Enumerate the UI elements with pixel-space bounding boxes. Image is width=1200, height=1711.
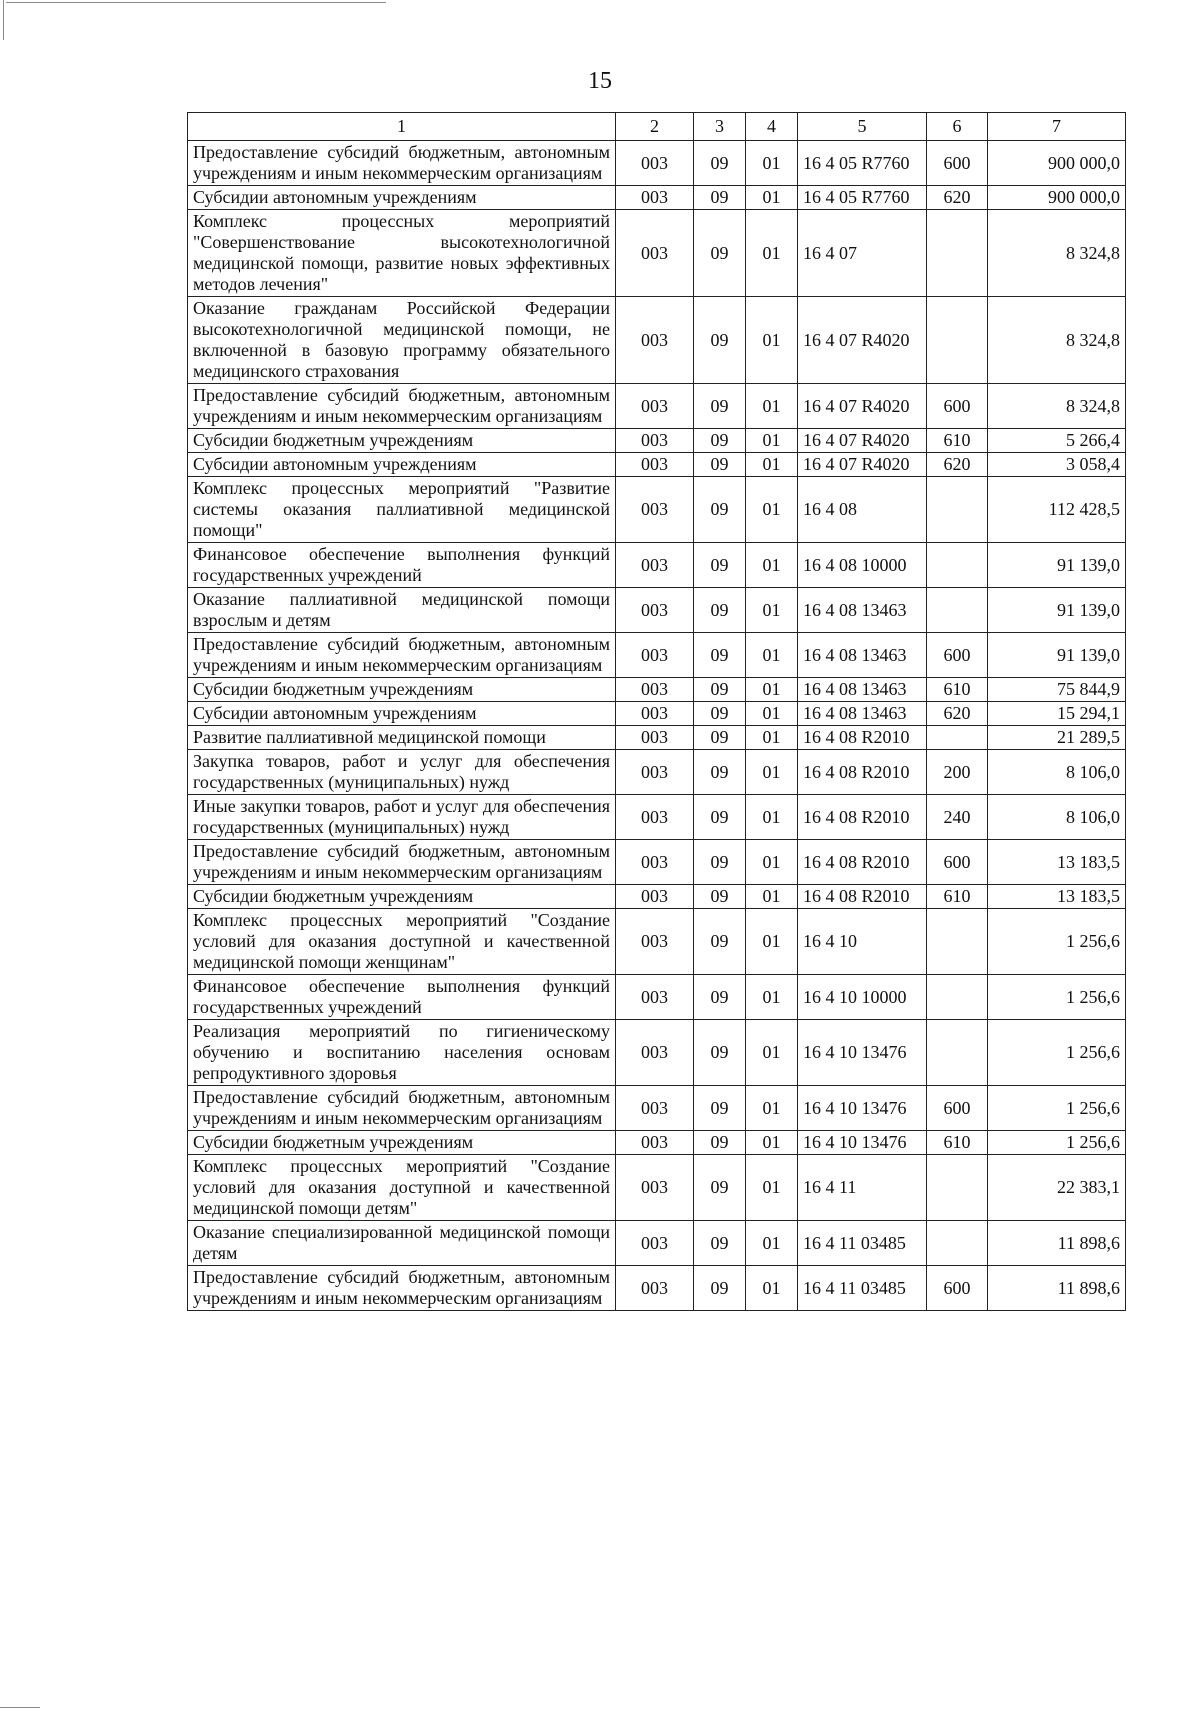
target-item-code-cell: 16 4 10 13476 [798,1020,927,1086]
row-name-cell: Субсидии бюджетным учреждениям [188,1131,616,1155]
table-row [188,909,1126,975]
subsection-code-cell: 01 [746,186,798,210]
section-code-cell: 09 [694,1086,746,1131]
table-row [188,477,1126,543]
amount-cell: 11 898,6 [988,1266,1126,1311]
row-name-cell: Оказание специализированной медицинской помощи детям [188,1221,616,1266]
subsection-code-cell: 01 [746,210,798,297]
expense-type-code-cell: 600 [927,384,988,429]
table-row [188,1086,1126,1131]
target-item-code-cell: 16 4 08 [798,477,927,543]
row-name-cell: Субсидии бюджетным учреждениям [188,678,616,702]
table-row [188,633,1126,678]
subsection-code-cell: 01 [746,1266,798,1311]
subsection-code-cell: 01 [746,1020,798,1086]
target-item-code-cell: 16 4 08 13463 [798,678,927,702]
table-row [188,543,1126,588]
subsection-code-cell: 01 [746,750,798,795]
section-code-cell: 09 [694,975,746,1020]
grbs-code-cell: 003 [616,210,694,297]
row-name-cell: Иные закупки товаров, работ и услуг для обеспечения государственных (муниципальных) нужд [188,795,616,840]
grbs-code-cell: 003 [616,588,694,633]
target-item-code-cell: 16 4 08 13463 [798,588,927,633]
expense-type-code-cell [927,297,988,384]
table-row [188,186,1126,210]
target-item-code-cell: 16 4 10 13476 [798,1086,927,1131]
grbs-code-cell: 003 [616,702,694,726]
row-name-cell: Оказание паллиативной медицинской помощи взрослым и детям [188,588,616,633]
section-code-cell: 09 [694,210,746,297]
target-item-code-cell: 16 4 11 03485 [798,1266,927,1311]
subsection-code-cell: 01 [746,795,798,840]
subsection-code-cell: 01 [746,678,798,702]
subsection-code-cell: 01 [746,1221,798,1266]
amount-cell: 900 000,0 [988,186,1126,210]
subsection-code-cell: 01 [746,429,798,453]
expense-type-code-cell: 610 [927,678,988,702]
target-item-code-cell: 16 4 11 03485 [798,1221,927,1266]
section-code-cell: 09 [694,885,746,909]
subsection-code-cell: 01 [746,1131,798,1155]
expense-type-code-cell: 240 [927,795,988,840]
grbs-code-cell: 003 [616,1155,694,1221]
grbs-code-cell: 003 [616,429,694,453]
amount-cell: 22 383,1 [988,1155,1126,1221]
subsection-code-cell: 01 [746,477,798,543]
row-name-cell: Субсидии автономным учреждениям [188,186,616,210]
target-item-code-cell: 16 4 08 R2010 [798,750,927,795]
row-name-cell: Субсидии бюджетным учреждениям [188,429,616,453]
grbs-code-cell: 003 [616,453,694,477]
row-name-cell: Комплекс процессных мероприятий "Развитие системы оказания паллиативной медицинской помощи" [188,477,616,543]
table-row [188,297,1126,384]
subsection-code-cell: 01 [746,840,798,885]
section-code-cell: 09 [694,1266,746,1311]
grbs-code-cell: 003 [616,726,694,750]
target-item-code-cell: 16 4 11 [798,1155,927,1221]
row-name-cell: Предоставление субсидий бюджетным, автономным учреждениям и иным некоммерческим организациям [188,1086,616,1131]
amount-cell: 900 000,0 [988,141,1126,186]
amount-cell: 15 294,1 [988,702,1126,726]
target-item-code-cell: 16 4 07 R4020 [798,384,927,429]
amount-cell: 13 183,5 [988,840,1126,885]
target-item-code-cell: 16 4 08 10000 [798,543,927,588]
section-code-cell: 09 [694,384,746,429]
target-item-code-cell: 16 4 10 13476 [798,1131,927,1155]
budget-table [187,112,1126,1311]
scan-edge-mark-top [6,2,386,3]
expense-type-code-cell: 620 [927,453,988,477]
table-row [188,750,1126,795]
section-code-cell: 09 [694,750,746,795]
target-item-code-cell: 16 4 08 R2010 [798,795,927,840]
table-row [188,1131,1126,1155]
grbs-code-cell: 003 [616,795,694,840]
grbs-code-cell: 003 [616,384,694,429]
subsection-code-cell: 01 [746,702,798,726]
amount-cell: 8 324,8 [988,297,1126,384]
table-row [188,975,1126,1020]
grbs-code-cell: 003 [616,909,694,975]
table-row [188,1020,1126,1086]
section-code-cell: 09 [694,1155,746,1221]
column-header: 3 [694,113,746,141]
target-item-code-cell: 16 4 08 R2010 [798,726,927,750]
table-row [188,678,1126,702]
amount-cell: 8 324,8 [988,384,1126,429]
amount-cell: 21 289,5 [988,726,1126,750]
expense-type-code-cell: 600 [927,1086,988,1131]
grbs-code-cell: 003 [616,1131,694,1155]
amount-cell: 112 428,5 [988,477,1126,543]
table-row [188,210,1126,297]
expense-type-code-cell: 620 [927,186,988,210]
target-item-code-cell: 16 4 08 R2010 [798,840,927,885]
subsection-code-cell: 01 [746,453,798,477]
amount-cell: 91 139,0 [988,633,1126,678]
expense-type-code-cell [927,588,988,633]
expense-type-code-cell: 600 [927,1266,988,1311]
subsection-code-cell: 01 [746,543,798,588]
section-code-cell: 09 [694,543,746,588]
grbs-code-cell: 003 [616,1221,694,1266]
amount-cell: 1 256,6 [988,1020,1126,1086]
grbs-code-cell: 003 [616,297,694,384]
subsection-code-cell: 01 [746,1086,798,1131]
target-item-code-cell: 16 4 05 R7760 [798,141,927,186]
table-row [188,726,1126,750]
table-row [188,885,1126,909]
section-code-cell: 09 [694,477,746,543]
section-code-cell: 09 [694,702,746,726]
amount-cell: 5 266,4 [988,429,1126,453]
subsection-code-cell: 01 [746,726,798,750]
table-row [188,840,1126,885]
target-item-code-cell: 16 4 07 [798,210,927,297]
amount-cell: 13 183,5 [988,885,1126,909]
table-row [188,795,1126,840]
expense-type-code-cell: 600 [927,141,988,186]
target-item-code-cell: 16 4 08 13463 [798,702,927,726]
row-name-cell: Предоставление субсидий бюджетным, автономным учреждениям и иным некоммерческим организациям [188,384,616,429]
section-code-cell: 09 [694,588,746,633]
row-name-cell: Финансовое обеспечение выполнения функций государственных учреждений [188,975,616,1020]
target-item-code-cell: 16 4 05 R7760 [798,186,927,210]
subsection-code-cell: 01 [746,885,798,909]
grbs-code-cell: 003 [616,678,694,702]
table-row [188,702,1126,726]
row-name-cell: Предоставление субсидий бюджетным, автономным учреждениям и иным некоммерческим организациям [188,141,616,186]
row-name-cell: Оказание гражданам Российской Федерации высокотехнологичной медицинской помощи, не включенной в базовую программу обязательного медицинского страхования [188,297,616,384]
expense-type-code-cell [927,477,988,543]
section-code-cell: 09 [694,1020,746,1086]
expense-type-code-cell [927,909,988,975]
row-name-cell: Предоставление субсидий бюджетным, автономным учреждениям и иным некоммерческим организациям [188,1266,616,1311]
table-row [188,1266,1126,1311]
column-number-row [188,113,1126,141]
amount-cell: 75 844,9 [988,678,1126,702]
page-number: 15 [588,68,612,94]
section-code-cell: 09 [694,429,746,453]
row-name-cell: Комплекс процессных мероприятий "Создание условий для оказания доступной и качественной медицинской помощи детям" [188,1155,616,1221]
section-code-cell: 09 [694,141,746,186]
table-row [188,141,1126,186]
row-name-cell: Субсидии автономным учреждениям [188,453,616,477]
grbs-code-cell: 003 [616,1020,694,1086]
table-row [188,1155,1126,1221]
amount-cell: 91 139,0 [988,588,1126,633]
target-item-code-cell: 16 4 08 13463 [798,633,927,678]
subsection-code-cell: 01 [746,975,798,1020]
column-header: 2 [616,113,694,141]
amount-cell: 11 898,6 [988,1221,1126,1266]
column-header: 5 [798,113,927,141]
amount-cell: 1 256,6 [988,909,1126,975]
section-code-cell: 09 [694,795,746,840]
row-name-cell: Финансовое обеспечение выполнения функций государственных учреждений [188,543,616,588]
section-code-cell: 09 [694,297,746,384]
grbs-code-cell: 003 [616,885,694,909]
row-name-cell: Развитие паллиативной медицинской помощи [188,726,616,750]
amount-cell: 1 256,6 [988,1131,1126,1155]
grbs-code-cell: 003 [616,1266,694,1311]
expense-type-code-cell [927,543,988,588]
target-item-code-cell: 16 4 10 [798,909,927,975]
grbs-code-cell: 003 [616,840,694,885]
column-header: 6 [927,113,988,141]
grbs-code-cell: 003 [616,633,694,678]
grbs-code-cell: 003 [616,975,694,1020]
row-name-cell: Предоставление субсидий бюджетным, автономным учреждениям и иным некоммерческим организациям [188,633,616,678]
table-row [188,453,1126,477]
table-body [188,141,1126,1311]
section-code-cell: 09 [694,1131,746,1155]
expense-type-code-cell [927,1155,988,1221]
expense-type-code-cell [927,975,988,1020]
subsection-code-cell: 01 [746,909,798,975]
expense-type-code-cell: 600 [927,633,988,678]
column-header: 1 [188,113,616,141]
grbs-code-cell: 003 [616,186,694,210]
section-code-cell: 09 [694,840,746,885]
subsection-code-cell: 01 [746,384,798,429]
table-row [188,384,1126,429]
expense-type-code-cell: 610 [927,429,988,453]
table-row [188,1221,1126,1266]
row-name-cell: Комплекс процессных мероприятий "Создание условий для оказания доступной и качественной медицинской помощи женщинам" [188,909,616,975]
grbs-code-cell: 003 [616,141,694,186]
column-header: 4 [746,113,798,141]
scan-edge-mark-left [3,0,4,40]
expense-type-code-cell: 620 [927,702,988,726]
grbs-code-cell: 003 [616,1086,694,1131]
table-row [188,588,1126,633]
amount-cell: 3 058,4 [988,453,1126,477]
expense-type-code-cell [927,1221,988,1266]
subsection-code-cell: 01 [746,297,798,384]
row-name-cell: Закупка товаров, работ и услуг для обеспечения государственных (муниципальных) нужд [188,750,616,795]
section-code-cell: 09 [694,453,746,477]
target-item-code-cell: 16 4 07 R4020 [798,297,927,384]
expense-type-code-cell [927,726,988,750]
table-row [188,429,1126,453]
amount-cell: 8 324,8 [988,210,1126,297]
section-code-cell: 09 [694,186,746,210]
subsection-code-cell: 01 [746,141,798,186]
grbs-code-cell: 003 [616,477,694,543]
expense-type-code-cell [927,1020,988,1086]
target-item-code-cell: 16 4 07 R4020 [798,453,927,477]
expense-type-code-cell: 610 [927,885,988,909]
subsection-code-cell: 01 [746,588,798,633]
row-name-cell: Реализация мероприятий по гигиеническому обучению и воспитанию населения основам репродуктивного здоровья [188,1020,616,1086]
subsection-code-cell: 01 [746,1155,798,1221]
section-code-cell: 09 [694,633,746,678]
row-name-cell: Предоставление субсидий бюджетным, автономным учреждениям и иным некоммерческим организациям [188,840,616,885]
amount-cell: 8 106,0 [988,795,1126,840]
amount-cell: 1 256,6 [988,1086,1126,1131]
subsection-code-cell: 01 [746,633,798,678]
grbs-code-cell: 003 [616,750,694,795]
target-item-code-cell: 16 4 07 R4020 [798,429,927,453]
section-code-cell: 09 [694,726,746,750]
expense-type-code-cell: 600 [927,840,988,885]
expense-type-code-cell: 610 [927,1131,988,1155]
row-name-cell: Комплекс процессных мероприятий "Совершенствование высокотехнологичной медицинской помощи, развитие новых эффективных методов лечения" [188,210,616,297]
amount-cell: 1 256,6 [988,975,1126,1020]
section-code-cell: 09 [694,1221,746,1266]
amount-cell: 91 139,0 [988,543,1126,588]
row-name-cell: Субсидии бюджетным учреждениям [188,885,616,909]
expense-type-code-cell [927,210,988,297]
target-item-code-cell: 16 4 10 10000 [798,975,927,1020]
expense-type-code-cell: 200 [927,750,988,795]
amount-cell: 8 106,0 [988,750,1126,795]
scan-edge-mark-bottom [0,1707,40,1708]
grbs-code-cell: 003 [616,543,694,588]
column-header: 7 [988,113,1126,141]
section-code-cell: 09 [694,678,746,702]
row-name-cell: Субсидии автономным учреждениям [188,702,616,726]
section-code-cell: 09 [694,909,746,975]
target-item-code-cell: 16 4 08 R2010 [798,885,927,909]
